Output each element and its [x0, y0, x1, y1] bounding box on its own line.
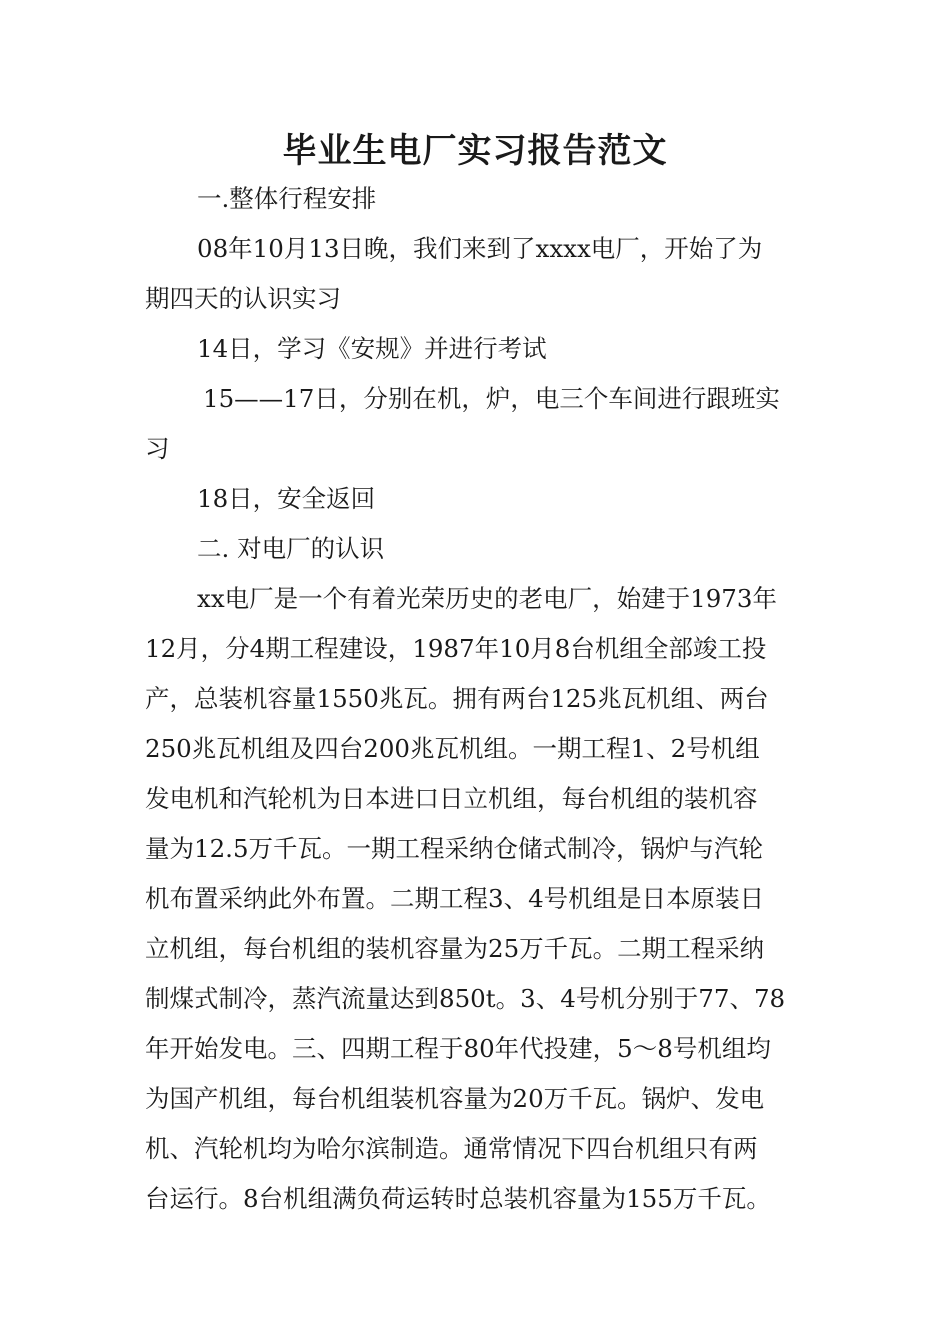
section-heading-itinerary: 一.整体行程安排	[197, 184, 377, 213]
paragraph-line: 产，总装机容量1550兆瓦。拥有两台125兆瓦机组、两台	[145, 684, 769, 713]
paragraph-line: 15——17日，分别在机，炉，电三个车间进行跟班实	[203, 384, 780, 413]
paragraph-line: 制煤式制冷，蒸汽流量达到850t。3、4号机分别于77、78	[145, 984, 786, 1013]
paragraph-line: 18日，安全返回	[197, 484, 376, 513]
document-body	[145, 174, 810, 1224]
paragraph-line: 习	[145, 434, 170, 463]
paragraph-line: 立机组，每台机组的装机容量为25万千瓦。二期工程采纳	[145, 934, 765, 963]
paragraph-line: 机布置采纳此外布置。二期工程3、4号机组是日本原装日	[145, 884, 765, 913]
paragraph-line: xx电厂是一个有着光荣历史的老电厂，始建于1973年	[197, 584, 777, 613]
paragraph-line: 机、汽轮机均为哈尔滨制造。通常情况下四台机组只有两	[145, 1134, 758, 1163]
paragraph-line: 发电机和汽轮机为日本进口日立机组，每台机组的装机容	[145, 784, 758, 813]
paragraph-line: 为国产机组，每台机组装机容量为20万千瓦。锅炉、发电	[145, 1084, 765, 1113]
paragraph-line: 期四天的认识实习	[145, 284, 341, 313]
paragraph-line: 量为12.5万千瓦。一期工程采纳仓储式制冷，锅炉与汽轮	[145, 834, 764, 863]
paragraph-line: 台运行。8台机组满负荷运转时总装机容量为155万千瓦。	[145, 1184, 771, 1213]
paragraph-line: 14日，学习《安规》并进行考试	[197, 334, 547, 363]
paragraph-line: 08年10月13日晚，我们来到了xxxx电厂，开始了为	[197, 234, 763, 263]
paragraph-line: 年开始发电。三、四期工程于80年代投建，5～8号机组均	[145, 1034, 771, 1063]
section-heading-understanding: 二. 对电厂的认识	[197, 534, 385, 563]
document-title: 毕业生电厂实习报告范文	[282, 131, 668, 171]
paragraph-line: 12月，分4期工程建设，1987年10月8台机组全部竣工投	[145, 634, 767, 663]
paragraph-line: 250兆瓦机组及四台200兆瓦机组。一期工程1、2号机组	[145, 734, 760, 763]
